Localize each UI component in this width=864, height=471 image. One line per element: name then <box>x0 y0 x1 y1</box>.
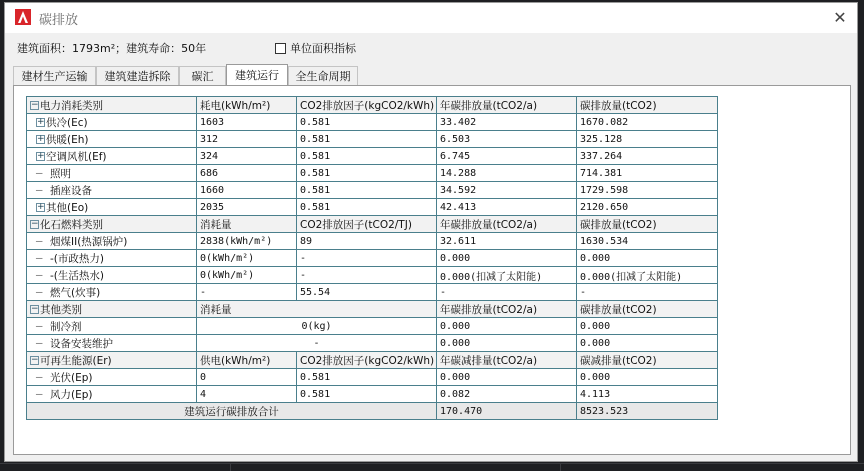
table-cell: 0.000 <box>437 250 577 267</box>
total-row <box>27 403 718 420</box>
table-row[interactable] <box>27 267 718 284</box>
expand-icon[interactable]: + <box>37 117 45 127</box>
table-cell: 714.381 <box>577 165 718 182</box>
table-cell: 1660 <box>197 182 297 199</box>
row-label: 设备安装维护 <box>50 337 113 350</box>
row-label: 光伏(Ep) <box>50 371 93 384</box>
table-cell: 2035 <box>197 199 297 216</box>
header-cell: 年碳排放量(tCO2/a) <box>437 216 577 233</box>
table-cell: 0.581 <box>297 369 437 386</box>
table-cell: 0.581 <box>297 165 437 182</box>
other-header-row <box>27 301 718 318</box>
fossil-category-cell[interactable]: −化石燃料类别 <box>27 216 197 233</box>
table-cell: 0.000(扣减了太阳能) <box>577 267 718 284</box>
close-icon[interactable]: ✕ <box>833 8 847 27</box>
header-cell: CO2排放因子(kgCO2/kWh) <box>297 97 437 114</box>
row-label: 风力(Ep) <box>50 388 93 401</box>
table-row[interactable] <box>27 233 718 250</box>
table-cell: 6.503 <box>437 131 577 148</box>
expand-icon[interactable]: + <box>37 151 45 161</box>
table-cell: 0.082 <box>437 386 577 403</box>
table-cell: - <box>197 335 437 352</box>
unit-area-checkbox[interactable] <box>275 40 356 56</box>
tree-line-icon: ─ <box>36 388 43 401</box>
tree-line-icon: ─ <box>36 286 43 299</box>
checkbox-label: 单位面积指标 <box>290 42 356 55</box>
table-cell: - <box>297 250 437 267</box>
tab-panel <box>13 85 851 455</box>
row-label: 燃气(炊事) <box>50 286 101 299</box>
table-cell: - <box>577 284 718 301</box>
fossil-header-row <box>27 216 718 233</box>
table-cell: 0.581 <box>297 148 437 165</box>
row-label: -(生活热水) <box>50 269 104 282</box>
row-label: 插座设备 <box>50 184 92 197</box>
header-cell: 耗电(kWh/m²) <box>197 97 297 114</box>
row-label: 供冷(Ec) <box>46 116 88 129</box>
header-cell: 碳排放量(tCO2) <box>577 97 718 114</box>
building-info: 建筑面积：1793m²；建筑寿命：50年 <box>17 42 207 55</box>
total-label: 建筑运行碳排放合计 <box>27 403 437 420</box>
table-cell: 0.000(扣减了太阳能) <box>437 267 577 284</box>
header-cell: 碳减排量(tCO2) <box>577 352 718 369</box>
expand-icon[interactable]: + <box>37 202 45 212</box>
table-cell: 0.000 <box>577 250 718 267</box>
table-cell: - <box>197 284 297 301</box>
table-row[interactable] <box>27 131 718 148</box>
tab-carbon-sink[interactable]: 碳汇 <box>179 66 226 85</box>
table-cell: 0.000 <box>577 335 718 352</box>
table-row[interactable] <box>27 386 718 403</box>
header-cell: 年碳排放量(tCO2/a) <box>437 97 577 114</box>
tree-line-icon: ─ <box>36 269 43 282</box>
window-title: 碳排放 <box>39 13 79 28</box>
table-cell: 1603 <box>197 114 297 131</box>
autocad-app-icon <box>15 9 31 25</box>
table-cell: 55.54 <box>297 284 437 301</box>
electric-category-cell[interactable]: −电力消耗类别 <box>27 97 197 114</box>
tab-construction-demolition[interactable]: 建筑建造拆除 <box>96 66 179 85</box>
table-cell: 1670.082 <box>577 114 718 131</box>
tree-line-icon: ─ <box>36 371 43 384</box>
row-label: 照明 <box>50 167 71 180</box>
table-cell: 14.288 <box>437 165 577 182</box>
tree-line-icon: ─ <box>36 320 43 333</box>
table-cell: 0.000 <box>437 369 577 386</box>
row-label: -(市政热力) <box>50 252 104 265</box>
tree-line-icon: ─ <box>36 167 43 180</box>
table-row[interactable] <box>27 335 718 352</box>
carbon-emission-dialog <box>4 2 858 462</box>
header-cell: 供电(kWh/m²) <box>197 352 297 369</box>
tree-line-icon: ─ <box>36 184 43 197</box>
tree-line-icon: ─ <box>36 252 43 265</box>
table-cell: 4.113 <box>577 386 718 403</box>
table-row[interactable] <box>27 148 718 165</box>
table-cell: 312 <box>197 131 297 148</box>
table-cell: 4 <box>197 386 297 403</box>
table-cell: 0.581 <box>297 182 437 199</box>
row-label: 制冷剂 <box>50 320 82 333</box>
table-cell: - <box>297 267 437 284</box>
header-cell: CO2排放因子(kgCO2/kWh) <box>297 352 437 369</box>
tab-material-transport[interactable]: 建材生产运输 <box>13 66 96 85</box>
table-cell: 89 <box>297 233 437 250</box>
table-cell: 2838(kWh/m²) <box>197 233 297 250</box>
table-cell: 33.402 <box>437 114 577 131</box>
table-cell: 324 <box>197 148 297 165</box>
tree-line-icon: ─ <box>36 235 43 248</box>
table-cell: 337.264 <box>577 148 718 165</box>
table-cell: 0.581 <box>297 114 437 131</box>
table-cell: 1729.598 <box>577 182 718 199</box>
table-cell: - <box>437 284 577 301</box>
tree-line-icon: ─ <box>36 337 43 350</box>
header-cell: 碳排放量(tCO2) <box>577 301 718 318</box>
total-value: 8523.523 <box>577 403 718 420</box>
header-cell: 消耗量 <box>197 216 297 233</box>
table-cell: 2120.650 <box>577 199 718 216</box>
table-cell: 32.611 <box>437 233 577 250</box>
table-cell: 0(kWh/m²) <box>197 267 297 284</box>
table-cell: 6.745 <box>437 148 577 165</box>
title-bar[interactable] <box>5 3 857 33</box>
collapse-icon[interactable]: − <box>31 355 39 365</box>
carbon-table <box>26 96 718 420</box>
other-category-cell[interactable]: −其他类别 <box>27 301 197 318</box>
table-cell: 34.592 <box>437 182 577 199</box>
table-cell: 1630.534 <box>577 233 718 250</box>
row-label: 其他(Eo) <box>46 201 89 214</box>
table-row[interactable] <box>27 182 718 199</box>
total-annual-value: 170.470 <box>437 403 577 420</box>
table-row[interactable] <box>27 284 718 301</box>
tab-building-operation[interactable]: 建筑运行 <box>226 64 288 85</box>
table-cell: 0.581 <box>297 131 437 148</box>
table-row[interactable] <box>27 369 718 386</box>
table-cell: 0.581 <box>297 386 437 403</box>
collapse-icon[interactable]: − <box>31 219 39 229</box>
table-cell: 0.000 <box>437 318 577 335</box>
table-cell: 0.000 <box>577 318 718 335</box>
checkbox-box[interactable] <box>275 43 286 54</box>
table-cell: 325.128 <box>577 131 718 148</box>
table-cell: 42.413 <box>437 199 577 216</box>
table-row[interactable] <box>27 165 718 182</box>
header-cell: CO2排放因子(tCO2/TJ) <box>297 216 437 233</box>
collapse-icon[interactable]: − <box>31 304 39 314</box>
table-cell: 0(kWh/m²) <box>197 250 297 267</box>
table-cell: 0 <box>197 369 297 386</box>
table-cell: 0.000 <box>577 369 718 386</box>
renewable-category-cell[interactable]: −可再生能源(Er) <box>27 352 197 369</box>
row-label: 空调风机(Ef) <box>46 150 107 163</box>
table-row[interactable] <box>27 114 718 131</box>
table-cell: 0.000 <box>437 335 577 352</box>
header-cell: 年碳减排量(tCO2/a) <box>437 352 577 369</box>
table-row[interactable] <box>27 250 718 267</box>
renewable-header-row <box>27 352 718 369</box>
collapse-icon[interactable]: − <box>31 100 39 110</box>
header-cell: 碳排放量(tCO2) <box>577 216 718 233</box>
table-cell: 0.581 <box>297 199 437 216</box>
table-row[interactable] <box>27 318 718 335</box>
table-cell: 0(kg) <box>197 318 437 335</box>
header-cell: 消耗量 <box>197 301 437 318</box>
row-label: 供暖(Eh) <box>46 133 89 146</box>
electric-header-row <box>27 97 718 114</box>
tab-full-lifecycle[interactable]: 全生命周期 <box>288 66 358 85</box>
header-cell: 年碳排放量(tCO2/a) <box>437 301 577 318</box>
table-row[interactable] <box>27 199 718 216</box>
expand-icon[interactable]: + <box>37 134 45 144</box>
row-label: 烟煤II(热源锅炉) <box>50 235 128 248</box>
table-cell: 686 <box>197 165 297 182</box>
